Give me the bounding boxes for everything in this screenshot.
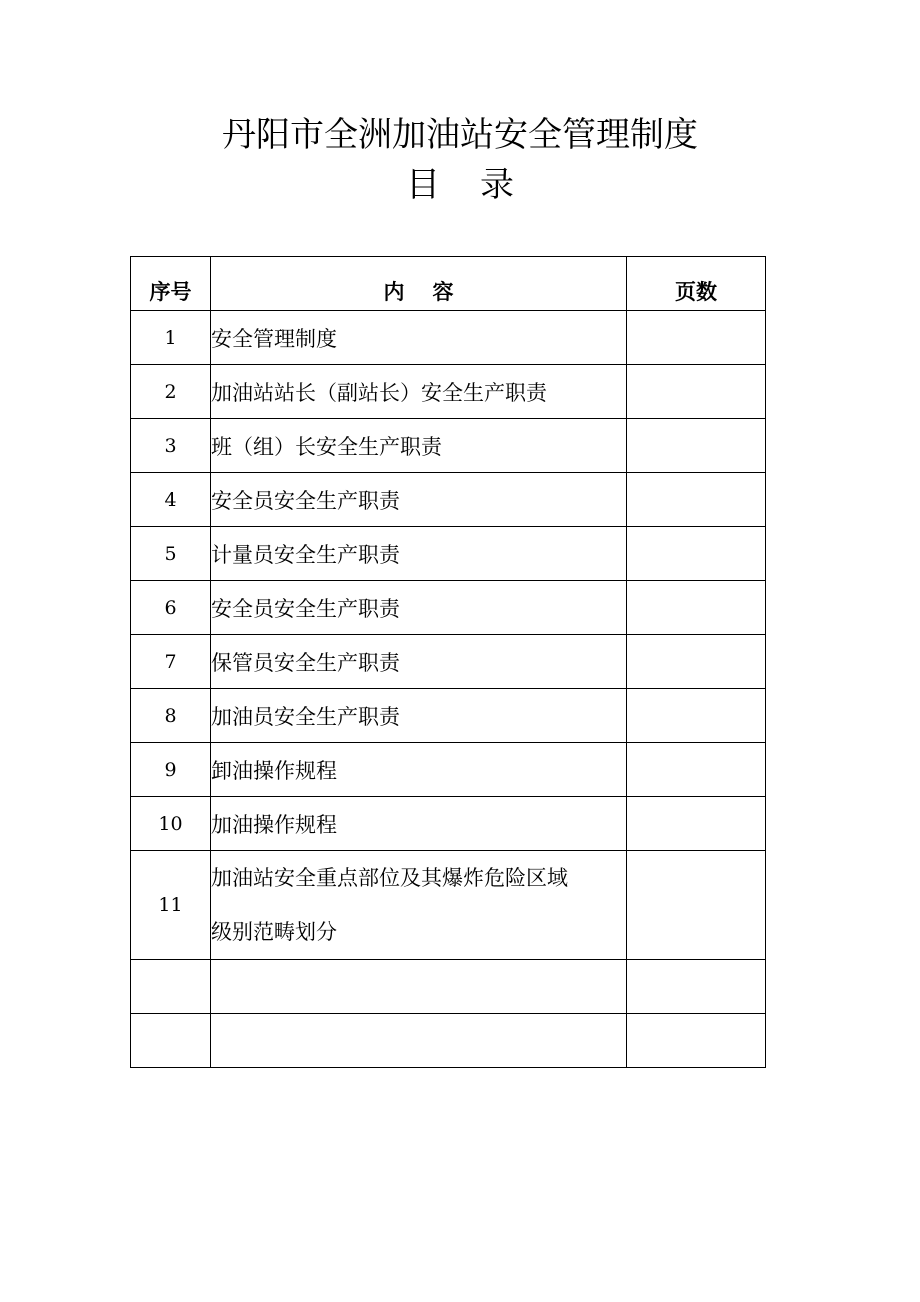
table-row bbox=[131, 527, 766, 581]
table-row bbox=[131, 689, 766, 743]
header-content-char-1: 内 bbox=[383, 279, 405, 304]
table-row bbox=[131, 1014, 766, 1068]
row-page bbox=[627, 960, 766, 1014]
row-page bbox=[627, 1014, 766, 1068]
row-content: 加油站站长（副站长）安全生产职责 bbox=[211, 365, 627, 419]
header-page: 页数 bbox=[627, 257, 766, 311]
row-number: 9 bbox=[131, 743, 211, 797]
table-row bbox=[131, 960, 766, 1014]
table-row bbox=[131, 635, 766, 689]
document-title: 丹阳市全洲加油站安全管理制度 bbox=[222, 115, 698, 155]
row-page bbox=[627, 527, 766, 581]
row-page bbox=[627, 419, 766, 473]
row-content: 安全员安全生产职责 bbox=[211, 473, 627, 527]
subtitle-char-2: 录 bbox=[480, 165, 514, 205]
header-number: 序号 bbox=[131, 257, 211, 311]
row-content bbox=[211, 960, 627, 1014]
row-number: 3 bbox=[131, 419, 211, 473]
row-page bbox=[627, 743, 766, 797]
row-content: 计量员安全生产职责 bbox=[211, 527, 627, 581]
row-number: 10 bbox=[131, 797, 211, 851]
row-content bbox=[211, 851, 627, 960]
row-content-line-2: 级别范畴划分 bbox=[211, 920, 337, 944]
subtitle-char-1: 目 bbox=[406, 165, 440, 205]
row-content: 加油操作规程 bbox=[211, 797, 627, 851]
table-of-contents bbox=[130, 256, 766, 1068]
table-row bbox=[131, 851, 766, 960]
document-subtitle bbox=[0, 165, 920, 205]
row-page bbox=[627, 851, 766, 960]
row-page bbox=[627, 635, 766, 689]
table-row bbox=[131, 419, 766, 473]
table-row bbox=[131, 797, 766, 851]
row-content: 加油员安全生产职责 bbox=[211, 689, 627, 743]
header-content bbox=[211, 257, 627, 311]
row-number: 2 bbox=[131, 365, 211, 419]
row-page bbox=[627, 689, 766, 743]
table-row bbox=[131, 365, 766, 419]
row-number bbox=[131, 1014, 211, 1068]
table-header-row bbox=[131, 257, 766, 311]
table-row bbox=[131, 581, 766, 635]
row-number: 11 bbox=[131, 851, 211, 960]
row-content: 安全员安全生产职责 bbox=[211, 581, 627, 635]
row-page bbox=[627, 581, 766, 635]
table-row bbox=[131, 743, 766, 797]
row-number: 7 bbox=[131, 635, 211, 689]
row-content: 卸油操作规程 bbox=[211, 743, 627, 797]
row-content: 安全管理制度 bbox=[211, 311, 627, 365]
row-content bbox=[211, 1014, 627, 1068]
row-page bbox=[627, 797, 766, 851]
row-content: 班（组）长安全生产职责 bbox=[211, 419, 627, 473]
table-row bbox=[131, 311, 766, 365]
row-page bbox=[627, 311, 766, 365]
row-number: 5 bbox=[131, 527, 211, 581]
row-page bbox=[627, 365, 766, 419]
row-content: 保管员安全生产职责 bbox=[211, 635, 627, 689]
row-number: 4 bbox=[131, 473, 211, 527]
row-content-line-1: 加油站安全重点部位及其爆炸危险区域 bbox=[211, 866, 568, 890]
row-number: 6 bbox=[131, 581, 211, 635]
row-page bbox=[627, 473, 766, 527]
row-number: 8 bbox=[131, 689, 211, 743]
row-number: 1 bbox=[131, 311, 211, 365]
row-number bbox=[131, 960, 211, 1014]
header-content-char-2: 容 bbox=[432, 279, 454, 304]
table-row bbox=[131, 473, 766, 527]
